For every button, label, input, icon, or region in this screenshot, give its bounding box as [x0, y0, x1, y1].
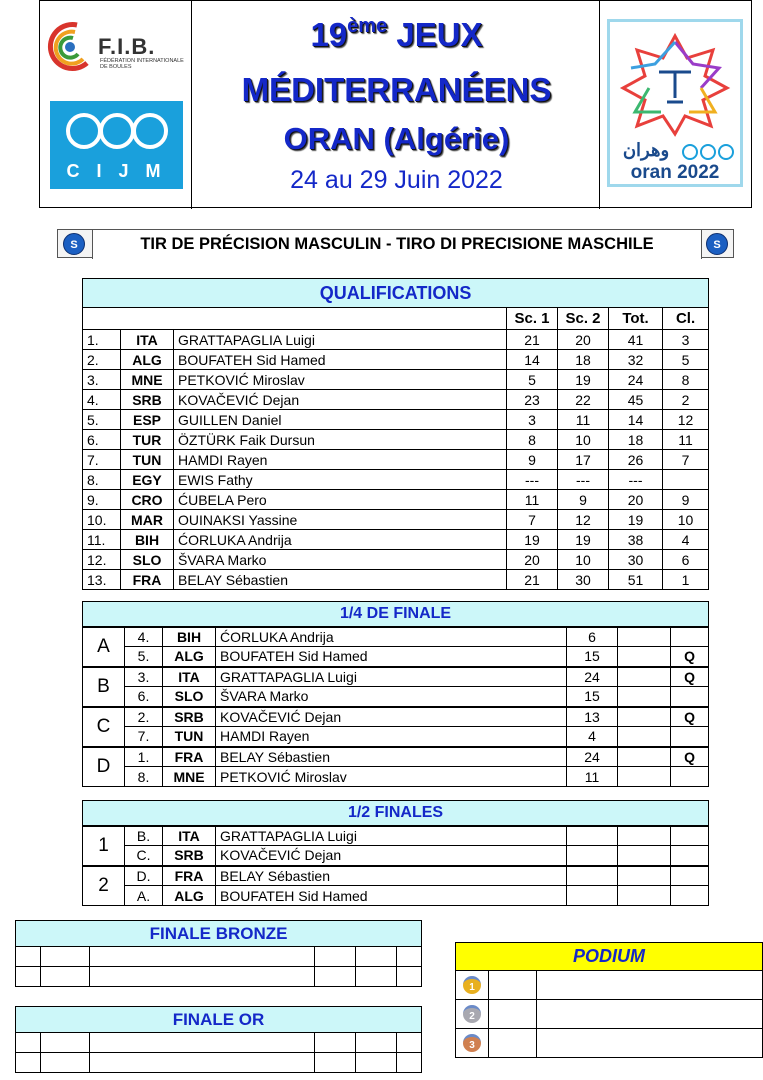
classification: 4	[663, 530, 709, 550]
empty-cell	[671, 826, 709, 846]
country-code: ITA	[163, 826, 216, 846]
total: 38	[609, 530, 663, 550]
rank: 3.	[83, 370, 121, 390]
empty-cell	[567, 826, 618, 846]
fib-logo-panel	[40, 1, 192, 209]
cijm-text: C I J M	[66, 161, 167, 181]
player-name: ĆORLUKA Andrija	[216, 627, 567, 647]
player-name: KOVAČEVIĆ Dejan	[216, 846, 567, 866]
score-2: 19	[558, 370, 609, 390]
player-name: GRATTAPAGLIA Luigi	[174, 330, 507, 350]
player-name: KOVAČEVIĆ Dejan	[174, 390, 507, 410]
qualified-mark: Q	[671, 707, 709, 727]
player-name: GUILLEN Daniel	[174, 410, 507, 430]
qualification-row	[83, 430, 709, 450]
medal-icon: 2	[463, 1005, 481, 1023]
header	[39, 0, 752, 208]
medal-cell	[456, 971, 489, 1000]
header-sc1: Sc. 1	[507, 308, 558, 330]
qualified-mark: Q	[671, 747, 709, 767]
qualifications-title: QUALIFICATIONS	[83, 279, 709, 308]
qualification-row	[83, 330, 709, 350]
medal-cell	[456, 1029, 489, 1058]
qualification-row	[83, 490, 709, 510]
podium-country	[489, 1029, 537, 1058]
finale-or-table	[15, 1006, 422, 1073]
classification: 5	[663, 350, 709, 370]
player-name: PETKOVIĆ Miroslav	[216, 767, 567, 787]
title-line-3: ORAN (Algérie)	[283, 121, 510, 156]
player-name: ŠVARA Marko	[174, 550, 507, 570]
match-label: C	[83, 707, 125, 747]
medal-icon: 3	[463, 1034, 481, 1052]
player-name: ĆUBELA Pero	[174, 490, 507, 510]
empty-cell	[671, 846, 709, 866]
score-2: 10	[558, 430, 609, 450]
score-2: 12	[558, 510, 609, 530]
country-code: EGY	[121, 470, 174, 490]
total: 24	[609, 370, 663, 390]
seed: B.	[125, 826, 163, 846]
country-code: FRA	[163, 866, 216, 886]
oran-text: oran 2022	[630, 162, 720, 183]
score-2: 10	[558, 550, 609, 570]
country-code: SRB	[163, 846, 216, 866]
total: 20	[609, 490, 663, 510]
podium-name	[537, 1000, 763, 1029]
medal-cell	[456, 1000, 489, 1029]
match-score: 6	[567, 627, 618, 647]
total: 19	[609, 510, 663, 530]
score-2: 11	[558, 410, 609, 430]
country-code: FRA	[121, 570, 174, 590]
classification: 6	[663, 550, 709, 570]
player-name: HAMDI Rayen	[174, 450, 507, 470]
finale-bronze-table	[15, 920, 422, 987]
qualification-row	[83, 450, 709, 470]
podium-name	[537, 971, 763, 1000]
total: 41	[609, 330, 663, 350]
rank: 8.	[83, 470, 121, 490]
event-badge-right: S	[706, 233, 728, 255]
qualified-mark: Q	[671, 647, 709, 667]
seed: A.	[125, 886, 163, 906]
classification: 8	[663, 370, 709, 390]
score-2: 18	[558, 350, 609, 370]
player-name: BELAY Sébastien	[216, 866, 567, 886]
podium-country	[489, 971, 537, 1000]
total: ---	[609, 470, 663, 490]
match-score: 24	[567, 747, 618, 767]
player-name: GRATTAPAGLIA Luigi	[216, 667, 567, 687]
header-cl: Cl.	[663, 308, 709, 330]
qualifications-table	[82, 278, 709, 590]
semi-final-row	[83, 826, 709, 846]
country-code: SLO	[163, 687, 216, 707]
empty-cell	[618, 687, 671, 707]
empty-cell	[618, 886, 671, 906]
seed: 3.	[125, 667, 163, 687]
empty-cell	[671, 866, 709, 886]
player-name: BOUFATEH Sid Hamed	[216, 647, 567, 667]
semi-finals-table	[82, 800, 709, 906]
country-code: TUN	[121, 450, 174, 470]
podium-table	[455, 942, 763, 1058]
title-line-1: 19ème JEUX	[310, 15, 483, 53]
empty-cell	[618, 747, 671, 767]
podium-row	[456, 1029, 763, 1058]
rank: 1.	[83, 330, 121, 350]
cijm-rings-icon	[62, 109, 172, 153]
cijm-logo	[50, 101, 183, 189]
empty-cell	[618, 846, 671, 866]
match-label: A	[83, 627, 125, 667]
header-sc2: Sc. 2	[558, 308, 609, 330]
qualified-mark	[671, 687, 709, 707]
empty-cell	[618, 767, 671, 787]
semi-final-row	[83, 886, 709, 906]
quarter-final-row	[83, 687, 709, 707]
qualification-row	[83, 370, 709, 390]
total: 26	[609, 450, 663, 470]
score-1: 7	[507, 510, 558, 530]
quarter-finals-table	[82, 601, 709, 787]
qualification-row	[83, 390, 709, 410]
qualification-row	[83, 470, 709, 490]
country-code: BIH	[163, 627, 216, 647]
qualification-row	[83, 550, 709, 570]
score-2: 22	[558, 390, 609, 410]
total: 45	[609, 390, 663, 410]
qualification-row	[83, 410, 709, 430]
title-line-2: MÉDITERRANÉENS	[241, 71, 552, 108]
rank: 9.	[83, 490, 121, 510]
qualified-mark	[671, 727, 709, 747]
finale-bronze-row	[16, 967, 422, 987]
classification: 11	[663, 430, 709, 450]
finale-or-row	[16, 1033, 422, 1053]
match-score: 13	[567, 707, 618, 727]
qualification-row	[83, 570, 709, 590]
rank: 2.	[83, 350, 121, 370]
score-2: ---	[558, 470, 609, 490]
fib-logo-icon	[47, 21, 93, 77]
classification: 3	[663, 330, 709, 350]
empty-cell	[567, 886, 618, 906]
podium-country	[489, 1000, 537, 1029]
empty-cell	[618, 667, 671, 687]
semi-final-row	[83, 866, 709, 886]
podium-row	[456, 971, 763, 1000]
player-name: EWIS Fathy	[174, 470, 507, 490]
total: 18	[609, 430, 663, 450]
match-label: 1	[83, 826, 125, 866]
match-score: 24	[567, 667, 618, 687]
empty-cell	[618, 707, 671, 727]
event-dates: 24 au 29 Juin 2022	[290, 166, 503, 194]
seed: C.	[125, 846, 163, 866]
score-1: ---	[507, 470, 558, 490]
empty-cell	[618, 627, 671, 647]
country-code: SRB	[163, 707, 216, 727]
score-2: 9	[558, 490, 609, 510]
podium-row	[456, 1000, 763, 1029]
quarter-final-row	[83, 747, 709, 767]
player-name: OUINAKSI Yassine	[174, 510, 507, 530]
rank: 4.	[83, 390, 121, 410]
score-2: 30	[558, 570, 609, 590]
score-1: 23	[507, 390, 558, 410]
match-label: B	[83, 667, 125, 707]
player-name: BOUFATEH Sid Hamed	[216, 886, 567, 906]
score-1: 5	[507, 370, 558, 390]
podium-name	[537, 1029, 763, 1058]
player-name: BELAY Sébastien	[216, 747, 567, 767]
rank: 6.	[83, 430, 121, 450]
semi-final-row	[83, 846, 709, 866]
country-code: SLO	[121, 550, 174, 570]
event-banner	[57, 229, 734, 258]
finale-or-title: FINALE OR	[16, 1007, 422, 1033]
podium-title: PODIUM	[456, 943, 763, 971]
oran-arabic-text: وهران	[622, 140, 670, 160]
oran-logo	[607, 19, 743, 187]
quarter-final-row	[83, 647, 709, 667]
country-code: CRO	[121, 490, 174, 510]
country-code: SRB	[121, 390, 174, 410]
medal-icon: 1	[463, 976, 481, 994]
score-1: 21	[507, 330, 558, 350]
empty-cell	[618, 866, 671, 886]
player-name: KOVAČEVIĆ Dejan	[216, 707, 567, 727]
seed: D.	[125, 866, 163, 886]
qualification-row	[83, 510, 709, 530]
rank: 5.	[83, 410, 121, 430]
player-name: BELAY Sébastien	[174, 570, 507, 590]
player-name: BOUFATEH Sid Hamed	[174, 350, 507, 370]
oran-logo-panel	[599, 1, 751, 209]
country-code: ALG	[163, 886, 216, 906]
country-code: FRA	[163, 747, 216, 767]
country-code: ESP	[121, 410, 174, 430]
country-code: MNE	[121, 370, 174, 390]
match-label: 2	[83, 866, 125, 906]
rank: 12.	[83, 550, 121, 570]
match-score: 15	[567, 687, 618, 707]
player-name: ĆORLUKA Andrija	[174, 530, 507, 550]
oran-rings-icon	[680, 142, 736, 162]
rank: 10.	[83, 510, 121, 530]
score-2: 17	[558, 450, 609, 470]
score-2: 20	[558, 330, 609, 350]
quarter-final-row	[83, 767, 709, 787]
seed: 6.	[125, 687, 163, 707]
qualification-row	[83, 350, 709, 370]
fib-logo-text: F.I.B.	[98, 34, 156, 59]
player-name: HAMDI Rayen	[216, 727, 567, 747]
country-code: ITA	[121, 330, 174, 350]
empty-cell	[567, 846, 618, 866]
country-code: MNE	[163, 767, 216, 787]
score-1: 21	[507, 570, 558, 590]
empty-cell	[618, 727, 671, 747]
rank: 13.	[83, 570, 121, 590]
total: 14	[609, 410, 663, 430]
player-name: ŠVARA Marko	[216, 687, 567, 707]
player-name: GRATTAPAGLIA Luigi	[216, 826, 567, 846]
quarter-final-row	[83, 667, 709, 687]
score-1: 19	[507, 530, 558, 550]
total: 30	[609, 550, 663, 570]
country-code: TUR	[121, 430, 174, 450]
seed: 4.	[125, 627, 163, 647]
qualified-mark	[671, 767, 709, 787]
seed: 7.	[125, 727, 163, 747]
quarter-final-row	[83, 627, 709, 647]
player-name: ÖZTÜRK Faik Dursun	[174, 430, 507, 450]
classification: 7	[663, 450, 709, 470]
score-1: 14	[507, 350, 558, 370]
header-tot: Tot.	[609, 308, 663, 330]
country-code: BIH	[121, 530, 174, 550]
finale-bronze-title: FINALE BRONZE	[16, 921, 422, 947]
qualified-mark	[671, 627, 709, 647]
seed: 5.	[125, 647, 163, 667]
qualification-row	[83, 530, 709, 550]
seed: 8.	[125, 767, 163, 787]
quarter-final-row	[83, 707, 709, 727]
classification: 10	[663, 510, 709, 530]
total: 51	[609, 570, 663, 590]
qualified-mark: Q	[671, 667, 709, 687]
match-score: 15	[567, 647, 618, 667]
classification: 2	[663, 390, 709, 410]
event-title: TIR DE PRÉCISION MASCULIN - TIRO DI PRECISIONE MASCHILE	[92, 230, 702, 259]
classification: 9	[663, 490, 709, 510]
match-score: 4	[567, 727, 618, 747]
classification: 12	[663, 410, 709, 430]
score-1: 20	[507, 550, 558, 570]
score-1: 8	[507, 430, 558, 450]
score-2: 19	[558, 530, 609, 550]
score-1: 11	[507, 490, 558, 510]
score-1: 3	[507, 410, 558, 430]
empty-cell	[618, 647, 671, 667]
oran-star-icon	[615, 28, 735, 138]
event-badge-left: S	[63, 233, 85, 255]
finale-bronze-row	[16, 947, 422, 967]
fib-logo-subtitle: FÉDÉRATION INTERNATIONALE DE BOULES	[100, 58, 184, 70]
qualifications-header-row	[83, 308, 709, 330]
total: 32	[609, 350, 663, 370]
title-panel	[192, 1, 601, 209]
rank: 11.	[83, 530, 121, 550]
country-code: MAR	[121, 510, 174, 530]
finale-or-row	[16, 1053, 422, 1073]
seed: 1.	[125, 747, 163, 767]
header-spacer	[83, 308, 507, 330]
quarter-finals-title: 1/4 DE FINALE	[83, 602, 709, 627]
semi-finals-title: 1/2 FINALES	[83, 801, 709, 826]
classification: 1	[663, 570, 709, 590]
country-code: TUN	[163, 727, 216, 747]
score-1: 9	[507, 450, 558, 470]
empty-cell	[618, 826, 671, 846]
country-code: ALG	[121, 350, 174, 370]
empty-cell	[671, 886, 709, 906]
country-code: ITA	[163, 667, 216, 687]
country-code: ALG	[163, 647, 216, 667]
seed: 2.	[125, 707, 163, 727]
rank: 7.	[83, 450, 121, 470]
match-label: D	[83, 747, 125, 787]
classification	[663, 470, 709, 490]
quarter-final-row	[83, 727, 709, 747]
player-name: PETKOVIĆ Miroslav	[174, 370, 507, 390]
match-score: 11	[567, 767, 618, 787]
empty-cell	[567, 866, 618, 886]
